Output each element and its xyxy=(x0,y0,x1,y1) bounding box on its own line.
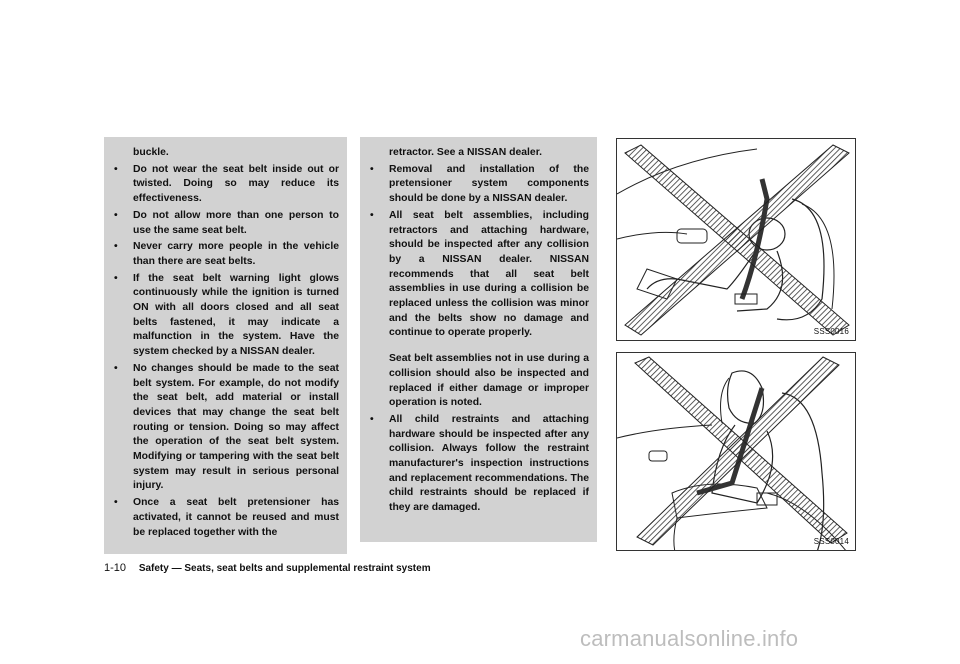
bullet-icon: • xyxy=(370,163,374,175)
bullet-icon: • xyxy=(114,497,118,509)
bullet-icon: • xyxy=(370,209,374,221)
watermark: carmanualsonline.info xyxy=(580,626,799,651)
page-footer xyxy=(104,562,431,574)
list-item: • Never carry more people in the vehicle than there are seat belts. xyxy=(114,241,339,267)
list-item: • Do not allow more than one person to use the same seat belt. xyxy=(114,209,339,236)
figure-incorrect-seat-belt-bottom xyxy=(616,352,856,551)
middle-column xyxy=(367,146,589,516)
bullet-icon: • xyxy=(114,362,118,374)
bullet-icon: • xyxy=(114,241,118,253)
middle-paragraph: Seat belt assemblies not in use during a collision should also be inspected and replaced if either damage or improper operation is noted. xyxy=(389,353,589,409)
seat-belt-illustration-icon xyxy=(617,353,856,551)
list-item: • Once a seat belt pretensioner has activated, it cannot be reused and must be replaced together with the xyxy=(114,497,339,538)
middle-lead-text: retractor. See a NISSAN dealer. xyxy=(389,147,543,158)
bullet-icon: • xyxy=(114,209,118,221)
bullet-icon: • xyxy=(114,163,118,175)
figure-code-bottom: SSS0014 xyxy=(813,537,849,546)
seat-belt-illustration-icon xyxy=(617,139,856,341)
list-item: • Removal and installation of the pretensioner system components should be done by a NISSAN dealer. xyxy=(370,163,589,205)
page-number: 1-10 xyxy=(104,562,127,574)
figure-incorrect-seat-belt-top xyxy=(616,138,856,341)
left-lead-text: buckle. xyxy=(133,147,169,158)
list-item: • All seat belt assemblies, including retractors and attaching hardware, should be inspected after any collision by a NISSAN dealer. NISSAN recommends that all seat belt assemblies in use during a collision be replaced unless the collision was minor and the belts show no damage and continue to operate properly. xyxy=(370,209,589,339)
list-item: • No changes should be made to the seat belt system. For example, do not modify the seat belt, add material or install devices that may change the seat belt routing or tension. Doing so may affect the operation of the seat belt system. Modifying or tampering with the seat belt system may result in serious personal injury. xyxy=(114,362,339,492)
list-item: • Do not wear the seat belt inside out or twisted. Doing so may reduce its effectiveness. xyxy=(114,163,339,205)
bullet-icon: • xyxy=(370,413,374,425)
bullet-icon: • xyxy=(114,272,118,284)
list-item: • All child restraints and attaching hardware should be inspected after any collision. Always follow the restraint manufacturer's inspection instructions and replacement recommendations. The child restraints should be replaced if they are damaged. xyxy=(370,413,589,514)
section-title: Safety — Seats, seat belts and supplemental restraint system xyxy=(138,563,431,574)
figure-code-top: SSS0016 xyxy=(813,327,849,336)
left-column xyxy=(111,146,339,540)
list-item: • If the seat belt warning light glows continuously while the ignition is turned ON with all doors closed and all seat belts fastened, it may indicate a malfunction in the system. Have the system checked by a NISSAN dealer. xyxy=(114,272,339,358)
